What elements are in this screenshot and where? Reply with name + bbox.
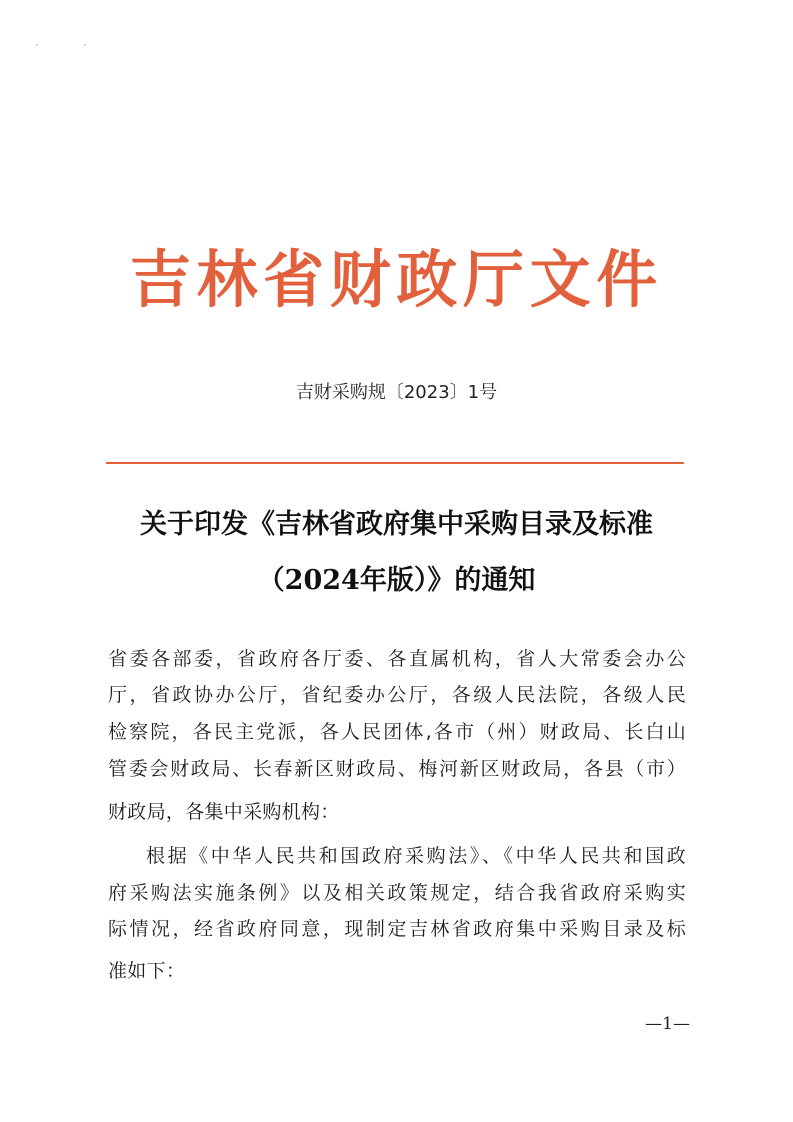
addressee-line: 管委会财政局、长春新区财政局、梅河新区财政局，各县（市）: [108, 758, 686, 780]
scan-speck: [84, 44, 86, 46]
notice-title-line-2: （2024年版）》的通知: [257, 565, 536, 596]
document-masthead: 吉林省财政厅文件: [129, 243, 664, 316]
body-paragraph-line: 准如下：: [108, 960, 186, 982]
addressee-line: 财政局，各集中采购机构：: [108, 801, 340, 823]
notice-title-line-1: 关于印发《吉林省政府集中采购目录及标准: [140, 509, 653, 540]
body-paragraph-line: 府采购法实施条例》以及相关政策规定，结合我省政府采购实: [108, 882, 686, 904]
addressee-line: 省委各部委，省政府各厅委、各直属机构，省人大常委会办公: [108, 648, 686, 670]
page-number: —1—: [645, 1014, 690, 1034]
body-paragraph-line: 际情况，经省政府同意，现制定吉林省政府集中采购目录及标: [108, 918, 686, 940]
red-separator-line: [106, 462, 684, 464]
addressee-line: 检察院，各民主党派，各人民团体,各市（州）财政局、长白山: [108, 721, 686, 743]
scan-speck: [36, 44, 38, 46]
body-paragraph-line: 根据《中华人民共和国政府采购法》、《中华人民共和国政: [146, 845, 686, 867]
document-number: 吉财采购规〔2023〕1号: [295, 382, 498, 403]
addressee-line: 厅，省政协办公厅，省纪委办公厅，各级人民法院，各级人民: [108, 684, 686, 706]
